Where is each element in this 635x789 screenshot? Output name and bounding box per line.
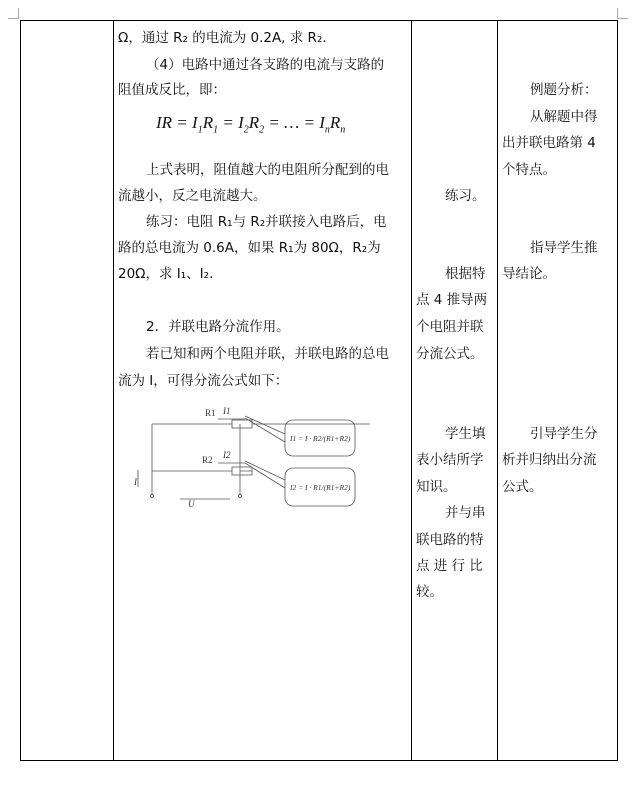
formula-term: IR	[156, 113, 173, 132]
text-line: 若已知和两个电阻并联，并联电路的总电	[146, 346, 389, 362]
text-line: 知识。	[416, 479, 457, 495]
resistor-label: R2	[202, 455, 213, 465]
column-divider	[411, 20, 412, 761]
text-line: 个电阻并联	[416, 319, 484, 335]
formula-sub: 1	[213, 124, 219, 136]
formula-sub: n	[324, 124, 330, 136]
text-line: 点 进 行 比	[416, 558, 483, 574]
text-line: 20Ω，求 I₁、I₂.	[118, 266, 214, 282]
parallel-circuit-diagram	[120, 402, 370, 517]
text-line: （4）电路中通过各支路的电流与支路的	[146, 57, 385, 73]
text-line: 流越小，反之电流越大。	[118, 188, 267, 204]
text-line: 阻值成反比，即：	[118, 82, 226, 98]
text-line: 点 4 推导两	[416, 292, 488, 308]
text-line: 学生填	[445, 426, 486, 442]
formula-inverse-proportion: IR = $I_1R_1 = I_2R_2$ = … = $I_nR_n$	[156, 113, 346, 136]
text-line: 并与串	[445, 505, 486, 521]
formula-term: I	[319, 113, 325, 132]
voltage-label: U	[188, 499, 195, 509]
formula-sub: 2	[259, 124, 265, 136]
text-line: 联电路的特	[416, 532, 484, 548]
text-line: 分流公式。	[416, 346, 484, 362]
divider-formula-1: I1 = I · R2/(R1+R2)	[290, 434, 351, 443]
text-line: 指导学生推	[530, 240, 598, 256]
text-line: 引导学生分	[530, 426, 598, 442]
column-divider	[617, 20, 618, 761]
text-line: 导结论。	[502, 266, 556, 282]
formula-sub: n	[340, 124, 346, 136]
formula-sub: 1	[197, 124, 203, 136]
column-divider	[20, 20, 21, 761]
current-label: I1	[223, 406, 231, 416]
table-border-bottom	[20, 760, 618, 761]
text-line: 练习。	[445, 188, 486, 204]
current-label: I	[134, 477, 137, 487]
formula-term: I	[238, 113, 244, 132]
text-line: 出并联电路第 4	[502, 135, 596, 151]
text-line: 2．并联电路分流作用。	[146, 319, 290, 335]
text-line: 表小结所学	[416, 452, 484, 468]
table-border-top	[20, 20, 618, 21]
text-line: 较。	[416, 584, 443, 600]
current-label: I2	[223, 450, 231, 460]
text-line: 上式表明，阻值越大的电阻所分配到的电	[146, 162, 389, 178]
formula-sub: 2	[243, 124, 249, 136]
text-line: Ω，通过 R₂ 的电流为 0.2A, 求 R₂.	[118, 30, 327, 46]
formula-term: I	[192, 113, 198, 132]
column-divider	[113, 20, 114, 761]
formula-term: …	[284, 113, 300, 132]
formula-term: R	[329, 113, 341, 132]
text-line: 练习：电阻 R₁与 R₂并联接入电路后，电	[146, 214, 387, 230]
page-corner-mark	[8, 8, 19, 19]
text-line: 公式。	[502, 479, 543, 495]
text-line: 析并归纳出分流	[502, 452, 597, 468]
divider-formula-2: I2 = I · R1/(R1+R2)	[290, 483, 351, 492]
page-corner-mark	[617, 8, 628, 19]
text-line: 例题分析：	[530, 82, 598, 98]
text-line: 个特点。	[502, 162, 556, 178]
text-line: 根据特	[445, 266, 486, 282]
text-line: 流为 I，可得分流公式如下：	[118, 373, 289, 389]
text-line: 路的总电流为 0.6A，如果 R₁为 80Ω，R₂为	[118, 240, 381, 256]
column-divider	[497, 20, 498, 761]
text-line: 从解题中得	[530, 109, 598, 125]
formula-term: R	[202, 113, 214, 132]
formula-term: R	[248, 113, 260, 132]
resistor-label: R1	[205, 408, 216, 418]
